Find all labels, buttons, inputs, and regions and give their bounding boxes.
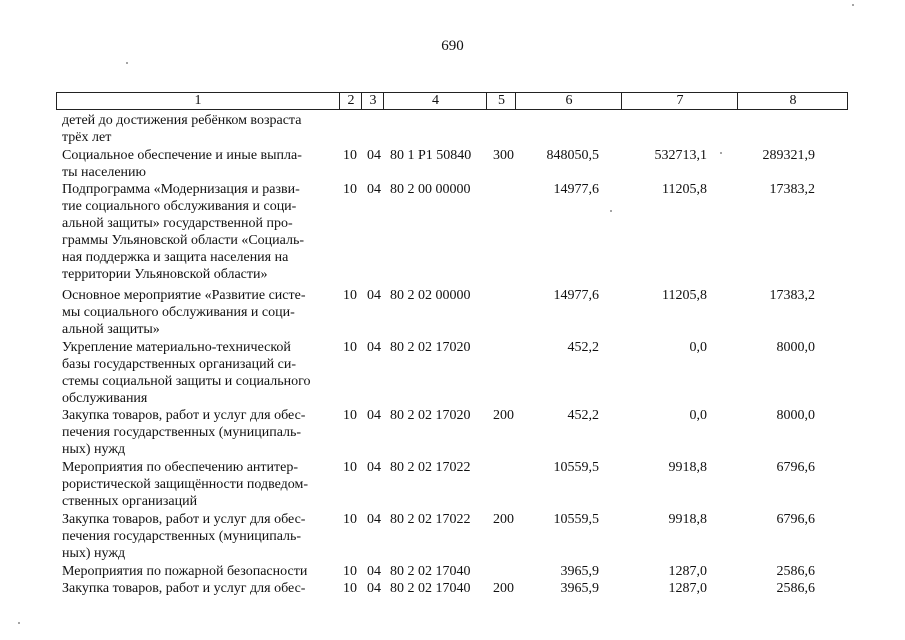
scan-speck [852,4,854,6]
scan-speck [126,62,128,64]
cell-c6: 452,2 [567,408,599,423]
header-col-5: 5 [486,93,516,109]
row-name [62,511,334,562]
cell-c6: 3965,9 [560,581,599,596]
cell-c4: 80 1 P1 50840 [390,148,472,163]
cell-c5: 300 [493,148,514,163]
row-name [62,407,334,458]
row-name-line: ты населению [62,165,146,180]
row-name-line: детей до достижения ребёнком возраста [62,113,302,128]
cell-c3: 04 [367,581,381,596]
row-name [62,112,334,146]
cell-c4: 80 2 02 17020 [390,340,471,355]
cell-c8: 8000,0 [776,408,815,423]
row-name-line: Основное мероприятие «Развитие систе- [62,288,306,303]
cell-c2: 10 [343,182,357,197]
cell-c2: 10 [343,512,357,527]
scan-speck [720,152,722,154]
cell-c3: 04 [367,564,381,579]
cell-c3: 04 [367,408,381,423]
row-name-line: ных) нужд [62,546,126,561]
header-col-7: 7 [621,93,738,109]
cell-c6: 14977,6 [553,182,599,197]
row-name-line: базы государственных организаций си- [62,357,296,372]
cell-c6: 452,2 [567,340,599,355]
cell-c7: 0,0 [689,340,707,355]
row-name [62,147,334,181]
cell-c7: 9918,8 [668,460,707,475]
cell-c5: 200 [493,512,514,527]
row-name-line: печения государственных (муниципаль- [62,529,302,544]
table-header [56,92,848,110]
row-name-line: альной защиты» государственной про- [62,216,293,231]
cell-c7: 1287,0 [668,581,707,596]
header-col-8: 8 [737,93,848,109]
row-name-line: печения государственных (муниципаль- [62,425,302,440]
cell-c8: 2586,6 [776,564,815,579]
cell-c3: 04 [367,340,381,355]
cell-c4: 80 2 00 00000 [390,182,471,197]
cell-c4: 80 2 02 17020 [390,408,471,423]
row-name [62,339,334,407]
cell-c2: 10 [343,564,357,579]
row-name-line: Мероприятия по обеспечению антитер- [62,460,299,475]
row-name-line: мы социального обслуживания и соци- [62,305,295,320]
cell-c2: 10 [343,408,357,423]
cell-c6: 10559,5 [553,512,599,527]
cell-c2: 10 [343,460,357,475]
row-name-line: граммы Ульяновской области «Социаль- [62,233,305,248]
cell-c8: 6796,6 [776,512,815,527]
cell-c7: 1287,0 [668,564,707,579]
row-name-line: трёх лет [62,130,112,145]
row-name [62,287,334,338]
header-col-1: 1 [194,93,202,108]
cell-c8: 2586,6 [776,581,815,596]
row-name [62,459,334,510]
cell-c3: 04 [367,512,381,527]
cell-c7: 9918,8 [668,512,707,527]
header-col-2: 2 [339,93,362,109]
row-name-line: альной защиты» [62,322,160,337]
cell-c6: 3965,9 [560,564,599,579]
row-name-line: Закупка товаров, работ и услуг для обес- [62,581,306,596]
cell-c3: 04 [367,288,381,303]
cell-c8: 17383,2 [769,182,815,197]
row-name-line: тие социального обслуживания и соци- [62,199,297,214]
row-name-line: ственных организаций [62,494,198,509]
cell-c4: 80 2 02 17040 [390,564,471,579]
cell-c4: 80 2 02 17040 [390,581,471,596]
row-name-line: территории Ульяновской области» [62,267,268,282]
cell-c4: 80 2 02 17022 [390,460,471,475]
row-name-line: ных) нужд [62,442,126,457]
header-col-4: 4 [383,93,487,109]
cell-c7: 11205,8 [662,182,707,197]
cell-c5: 200 [493,408,514,423]
cell-c4: 80 2 02 17022 [390,512,471,527]
cell-c3: 04 [367,460,381,475]
row-name-line: Подпрограмма «Модернизация и разви- [62,182,300,197]
cell-c8: 8000,0 [776,340,815,355]
cell-c7: 532713,1 [654,148,707,163]
header-col-3: 3 [361,93,384,109]
cell-c2: 10 [343,288,357,303]
row-name [62,181,334,283]
cell-c4: 80 2 02 00000 [390,288,471,303]
cell-c6: 14977,6 [553,288,599,303]
cell-c8: 17383,2 [769,288,815,303]
row-name-line: Закупка товаров, работ и услуг для обес- [62,512,306,527]
page-number: 690 [441,38,464,54]
cell-c7: 11205,8 [662,288,707,303]
row-name-line: обслуживания [62,391,148,406]
cell-c8: 289321,9 [762,148,815,163]
cell-c3: 04 [367,148,381,163]
cell-c6: 848050,5 [546,148,599,163]
row-name-line: Укрепление материально-технической [62,340,291,355]
cell-c8: 6796,6 [776,460,815,475]
cell-c2: 10 [343,581,357,596]
cell-c3: 04 [367,182,381,197]
cell-c2: 10 [343,340,357,355]
row-name [62,580,334,597]
row-name-line: рористической защищённости подведом- [62,477,309,492]
row-name-line: стемы социальной защиты и социального [62,374,311,389]
cell-c6: 10559,5 [553,460,599,475]
scan-speck [610,210,612,212]
row-name-line: Закупка товаров, работ и услуг для обес- [62,408,306,423]
header-col-6: 6 [515,93,622,109]
row-name-line: ная поддержка и защита населения на [62,250,289,265]
cell-c2: 10 [343,148,357,163]
row-name [62,563,334,580]
cell-c5: 200 [493,581,514,596]
scan-speck [18,622,20,624]
cell-c7: 0,0 [689,408,707,423]
row-name-line: Социальное обеспечение и иные выпла- [62,148,302,163]
row-name-line: Мероприятия по пожарной безопасности [62,564,308,579]
